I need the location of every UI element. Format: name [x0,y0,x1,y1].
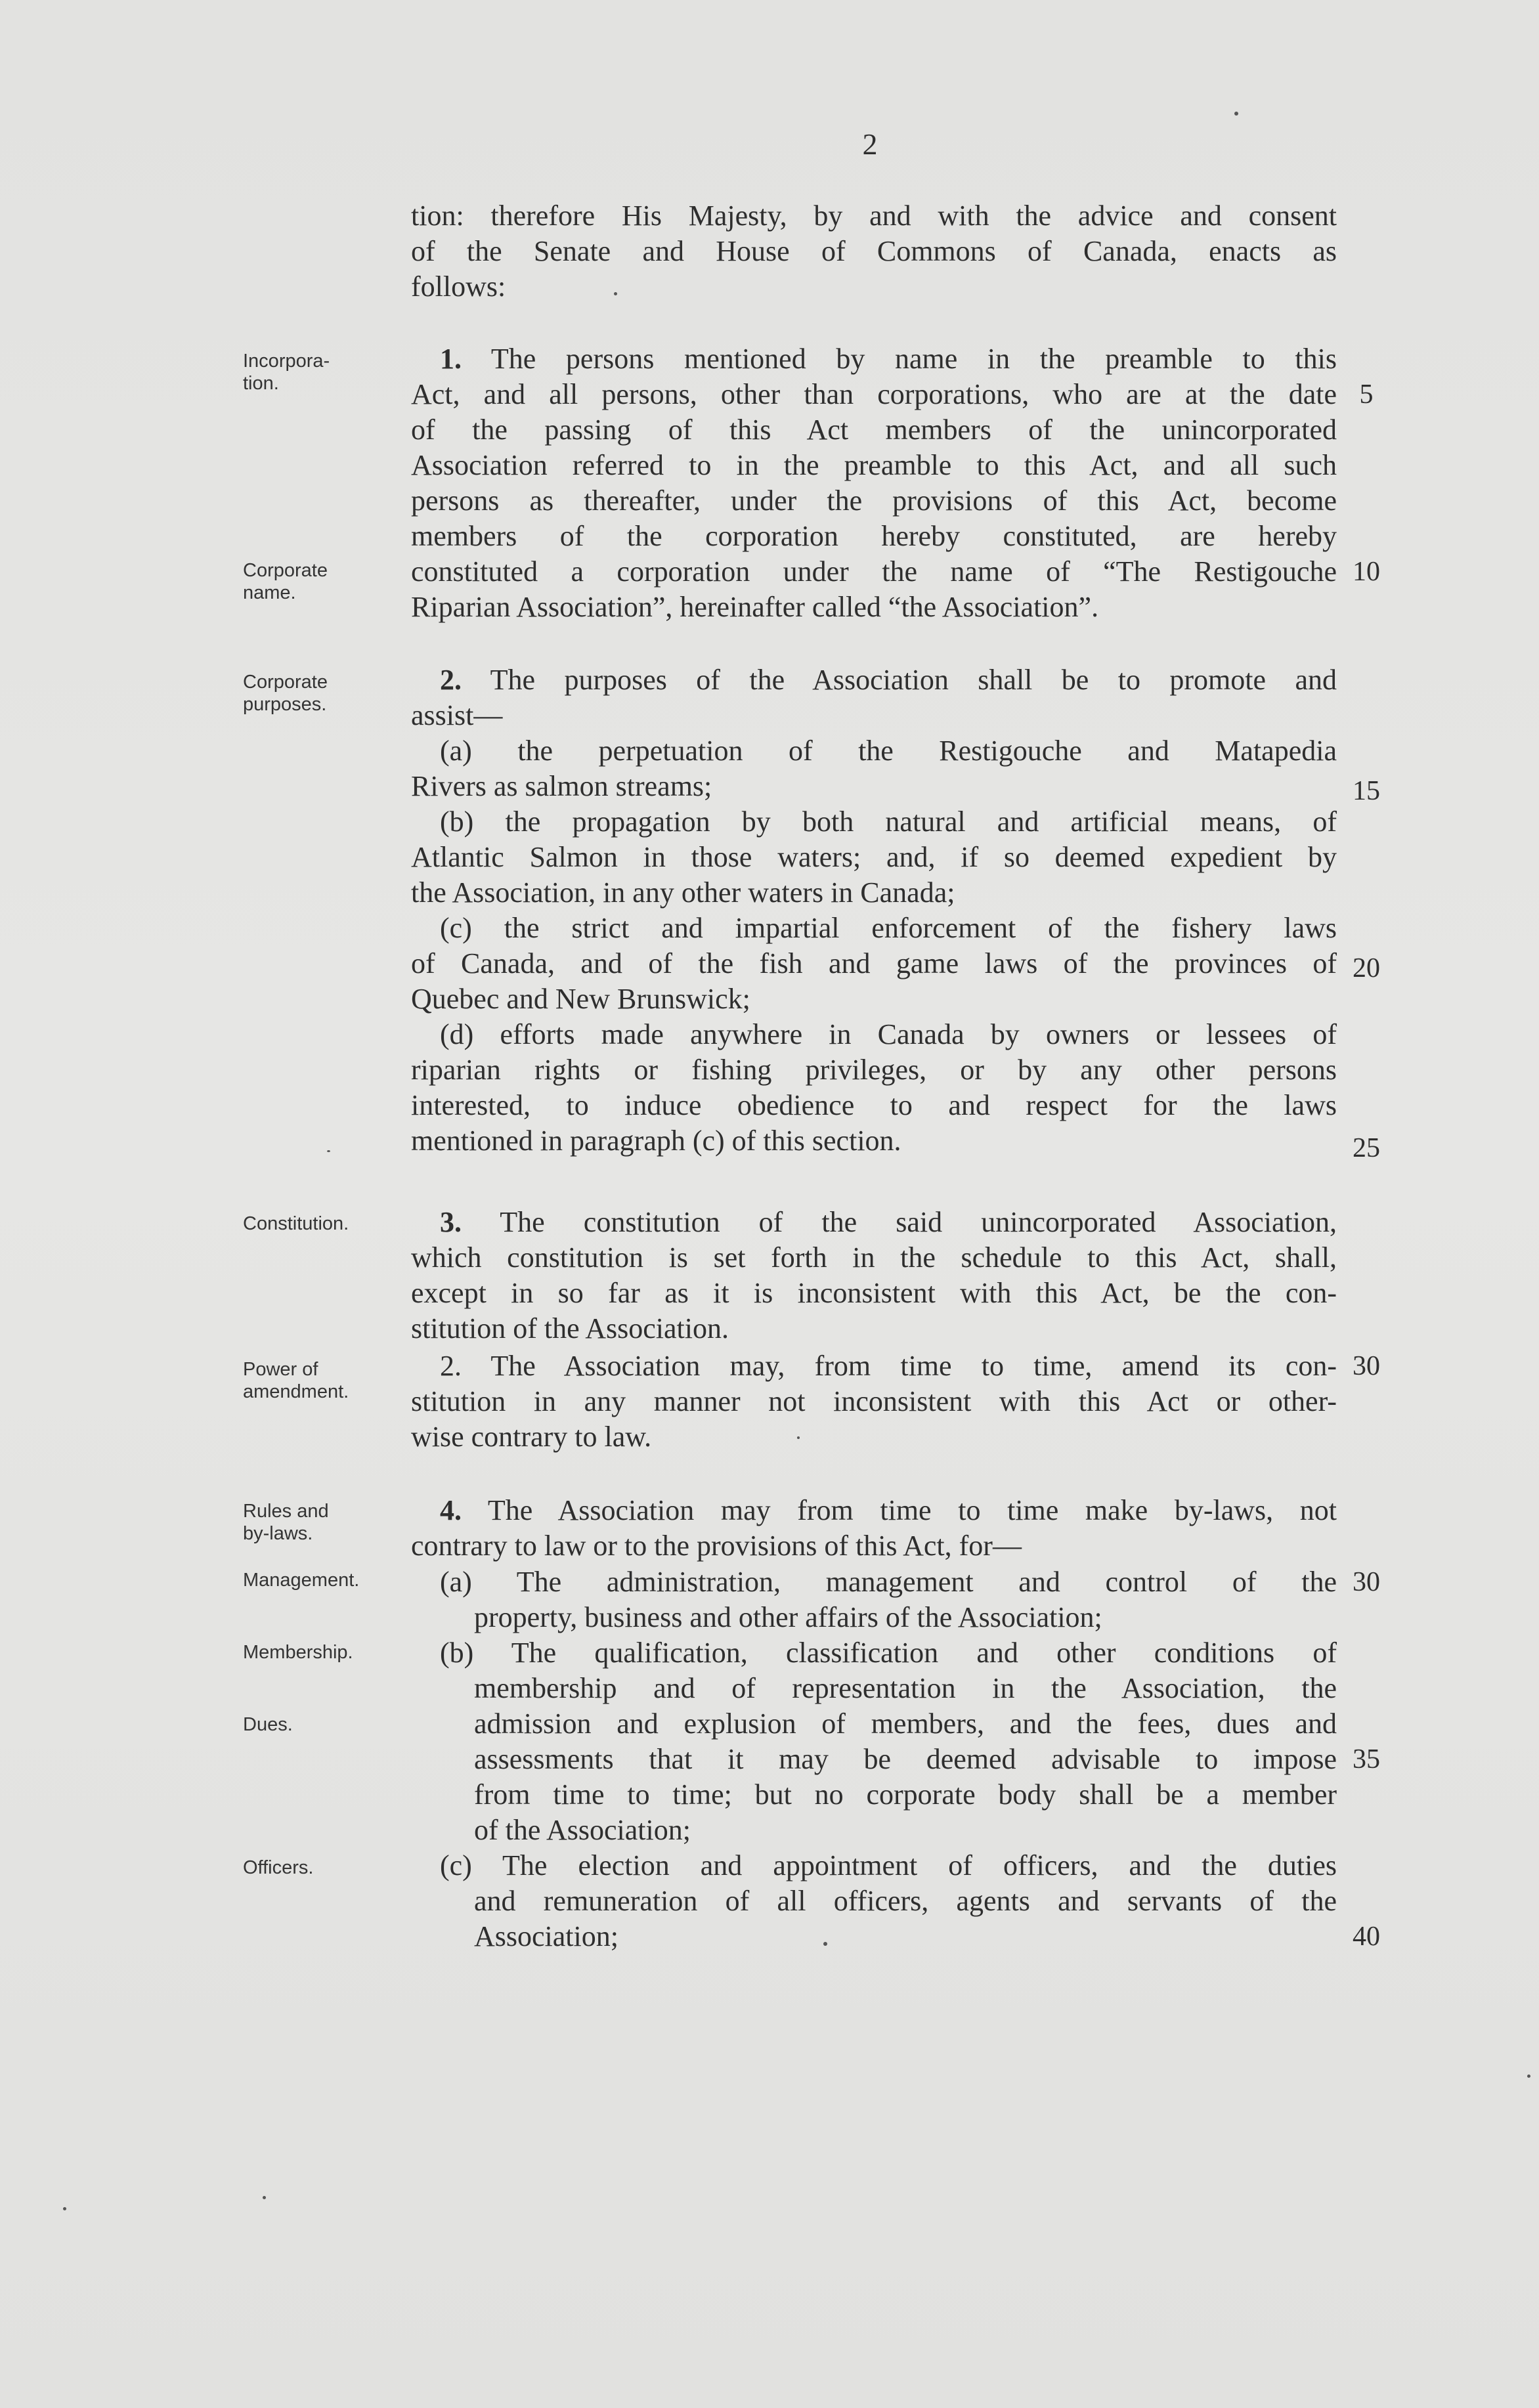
section-2-para-a: Rivers as salmon streams; [411,770,712,802]
section-3-subsection-2: wise contrary to law. [411,1421,652,1453]
section-number: 3. [440,1206,462,1238]
margin-note-incorporation: Incorpora- tion. [243,351,330,394]
section-4-line: contrary to law or to the provisions of this Act, for— [411,1530,1022,1562]
section-2-para-a: (a) the perpetuation of the Restigouche and Matapedia [440,735,1337,767]
section-3-line-1: 3. The constitution of the said unincorporated Association, [440,1206,1337,1238]
margin-note-corporate-purposes: Corporate purposes. [243,672,328,715]
section-number: 4. [440,1494,462,1526]
section-1-line: Act, and all persons, other than corporations, who are at the date [411,378,1337,410]
section-2-para-b: Atlantic Salmon in those waters; and, if so deemed expedient by [411,841,1337,873]
section-1-line: members of the corporation hereby constituted, are hereby [411,520,1337,552]
scan-speck [63,2207,66,2210]
section-2-para-d: riparian rights or fishing privileges, or by any other persons [411,1054,1337,1086]
section-4-para-b: admission and explusion of members, and the fees, dues and [474,1708,1337,1740]
section-2-line: assist— [411,699,503,731]
section-1-line: persons as thereafter, under the provisions of this Act, become [411,484,1337,517]
section-1-line: of the passing of this Act members of the unincorporated [411,414,1337,446]
preamble-line: tion: therefore His Majesty, by and with the advice and consent [411,200,1337,232]
scan-speck [263,2196,266,2199]
section-4-para-c: Association; [474,1920,618,1952]
section-3-line: except in so far as it is inconsistent with this Act, be the con- [411,1277,1337,1309]
section-number: 2. [440,664,462,696]
section-2-para-c: Quebec and New Brunswick; [411,983,750,1015]
section-1-line: Association referred to in the preamble to this Act, and all such [411,449,1337,481]
section-4-para-c: and remuneration of all officers, agents and servants of the [474,1885,1337,1917]
section-4-para-b: from time to time; but no corporate body shall be a member [474,1778,1337,1811]
margin-note-rules-and-bylaws: Rules and by-laws. [243,1501,329,1544]
line-number: 35 [1353,1744,1380,1774]
line-number: 20 [1353,953,1380,983]
scan-speck [823,1942,827,1946]
section-1-line-1: 1. The persons mentioned by name in the preamble to this [440,343,1337,375]
preamble-line: follows: [411,270,506,303]
section-4-para-a: property, business and other affairs of the Association; [474,1601,1102,1633]
section-2-para-c: of Canada, and of the fish and game laws of the provinces of [411,947,1337,979]
margin-note-officers: Officers. [243,1857,314,1878]
section-1-line: Riparian Association”, hereinafter called “the Association”. [411,591,1099,623]
scan-speck [1234,112,1238,116]
section-3-subsection-2: 2. The Association may, from time to time, amend its con- [440,1350,1337,1382]
scan-speck [797,1436,800,1439]
margin-note-constitution: Constitution. [243,1213,349,1234]
line-number: 40 [1353,1922,1380,1952]
section-3-subsection-2: stitution in any manner not inconsistent with this Act or other- [411,1385,1337,1417]
section-4-para-b: assessments that it may be deemed advisable to impose [474,1743,1337,1775]
margin-note-power-of-amendment: Power of amendment. [243,1359,349,1402]
scan-speck [1527,2075,1530,2078]
section-2-line-1: 2. The purposes of the Association shall be to promote and [440,664,1337,696]
section-2-para-b: the Association, in any other waters in Canada; [411,876,955,909]
section-2-para-b: (b) the propagation by both natural and artificial means, of [440,806,1337,838]
margin-note-corporate-name: Corporate name. [243,560,328,603]
section-2-para-d: interested, to induce obedience to and respect for the laws [411,1089,1337,1121]
section-3-line: which constitution is set forth in the schedule to this Act, shall, [411,1241,1337,1274]
section-number: 1. [440,343,462,375]
scan-speck [614,292,617,295]
line-number: 5 [1359,379,1374,410]
section-4-para-a: (a) The administration, management and control of the [440,1566,1337,1598]
section-4-para-b: of the Association; [474,1814,691,1846]
section-2-para-c: (c) the strict and impartial enforcement of the fishery laws [440,912,1337,944]
section-4-para-c: (c) The election and appointment of officers, and the duties [440,1849,1337,1881]
margin-note-membership: Membership. [243,1642,353,1663]
section-1-line: constituted a corporation under the name of “The Restigouche [411,555,1337,588]
line-number: 30 [1353,1351,1380,1381]
section-4-para-b: membership and of representation in the Association, the [474,1672,1337,1704]
preamble-line: of the Senate and House of Commons of Canada, enacts as [411,235,1337,267]
line-number: 15 [1353,776,1380,806]
margin-note-dues: Dues. [243,1714,293,1735]
section-3-line: stitution of the Association. [411,1312,729,1344]
margin-note-management: Management. [243,1570,360,1591]
section-4-para-b: (b) The qualification, classification and other conditions of [440,1637,1337,1669]
line-number: 30 [1353,1567,1380,1597]
scan-speck [327,1150,330,1152]
section-4-line-1: 4. The Association may from time to time make by-laws, not [440,1494,1337,1526]
section-2-para-d: (d) efforts made anywhere in Canada by owners or lessees of [440,1018,1337,1050]
page-number: 2 [862,127,878,161]
line-number: 10 [1353,557,1380,587]
line-number: 25 [1353,1133,1380,1163]
section-2-para-d: mentioned in paragraph (c) of this section. [411,1125,901,1157]
